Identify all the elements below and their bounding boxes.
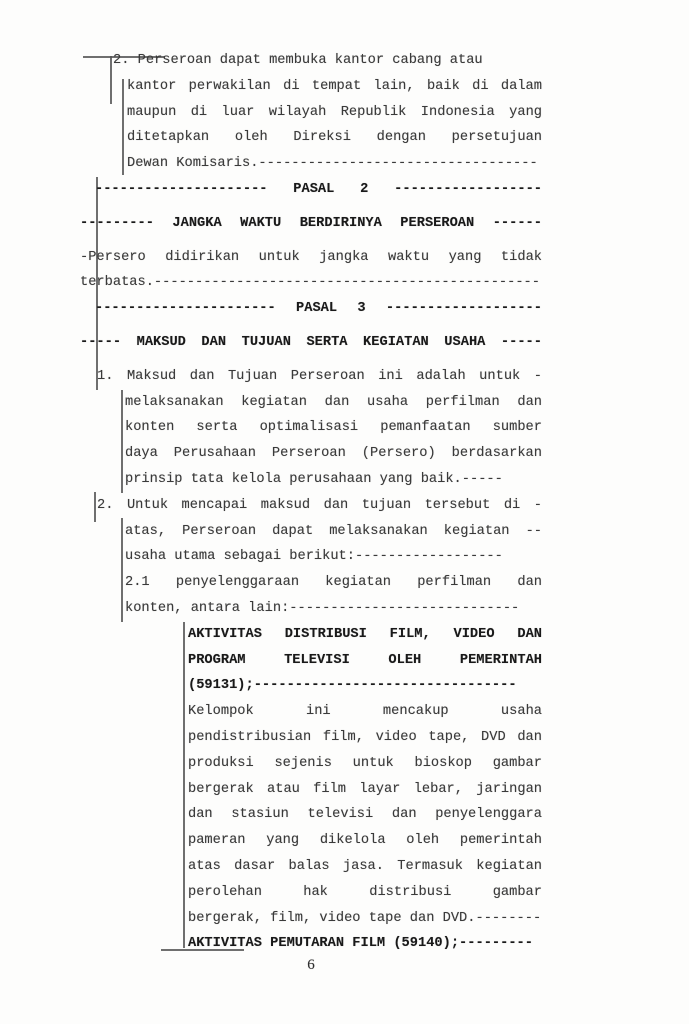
document-line: pameran yang dikelola oleh pemerintah [188, 833, 542, 849]
document-line: atas dasar balas jasa. Termasuk kegiatan [188, 858, 542, 874]
heading-pasal: --------------------- PASAL 2 ------------------ [95, 181, 542, 197]
document-line: perolehan hak distribusi gambar [188, 884, 542, 900]
heading-section: --------- JANGKA WAKTU BERDIRINYA PERSEROAN ------ [80, 215, 542, 231]
document-line: usaha utama sebagai berikut:------------------ [125, 549, 503, 565]
document-line: kantor perwakilan di tempat lain, baik di dalam [127, 78, 542, 94]
numbered-item [80, 364, 542, 493]
document-line: maupun di luar wilayah Republik Indonesia yang [127, 104, 542, 120]
document-line: 2. Untuk mencapai maksud dan tujuan tersebut di - [97, 497, 542, 513]
document-line: AKTIVITAS DISTRIBUSI FILM, VIDEO DAN [188, 626, 542, 642]
document-line: 2.1 penyelenggaraan kegiatan perfilman dan [125, 575, 542, 591]
document-line: Dewan Komisaris.---------------------------------- [127, 156, 538, 172]
document-line: daya Perusahaan Perseroan (Persero) berdasarkan [125, 446, 542, 462]
document-line: AKTIVITAS PEMUTARAN FILM (59140);--------- [188, 936, 533, 952]
paragraph [80, 245, 542, 297]
document-line: melaksanakan kegiatan dan usaha perfilman dan [125, 394, 542, 410]
document-line: atas, Perseroan dapat melaksanakan kegiatan -- [125, 523, 542, 539]
numbered-item [80, 48, 542, 177]
document-line: bergerak, film, video tape dan DVD.-------- [188, 910, 542, 926]
document-line: bergerak atau film layar lebar, jaringan [188, 781, 542, 797]
document-line: konten serta optimalisasi pemanfaatan sumber [125, 420, 542, 436]
document-line: PROGRAM TELEVISI OLEH PEMERINTAH [188, 652, 542, 668]
item-number: 2. [113, 53, 130, 68]
heading-section: ----- MAKSUD DAN TUJUAN SERTA KEGIATAN USAHA ----- [80, 334, 542, 350]
document-line: konten, antara lain:---------------------------- [125, 600, 520, 616]
numbered-item [80, 493, 542, 622]
document-line: 1. Maksud dan Tujuan Perseroan ini adalah untuk - [97, 368, 542, 384]
document-line: -Persero didirikan untuk jangka waktu yang tidak [80, 249, 542, 265]
document-line: dan stasiun televisi dan penyelenggara [188, 807, 542, 823]
item-number: 2. [97, 497, 114, 513]
classification-block [188, 622, 542, 957]
document-line: Kelompok ini mencakup usaha [188, 704, 542, 720]
document-line: prinsip tata kelola perusahaan yang baik.----- [125, 471, 503, 487]
document-line: terbatas.----------------------------------------------- [80, 275, 540, 291]
document-line: ditetapkan oleh Direksi dengan persetujuan [127, 130, 542, 146]
document-line: 2. Perseroan dapat membuka kantor cabang atau [113, 53, 483, 68]
document-line: pendistribusian film, video tape, DVD dan [188, 729, 542, 745]
document-line: produksi sejenis untuk bioskop gambar [188, 755, 542, 771]
document-line: (59131);-------------------------------- [188, 678, 517, 694]
heading-pasal: ---------------------- PASAL 3 ------------------- [95, 301, 542, 317]
document-text-column [80, 48, 542, 957]
page-number: 6 [307, 957, 315, 973]
item-number: 1. [97, 368, 114, 384]
